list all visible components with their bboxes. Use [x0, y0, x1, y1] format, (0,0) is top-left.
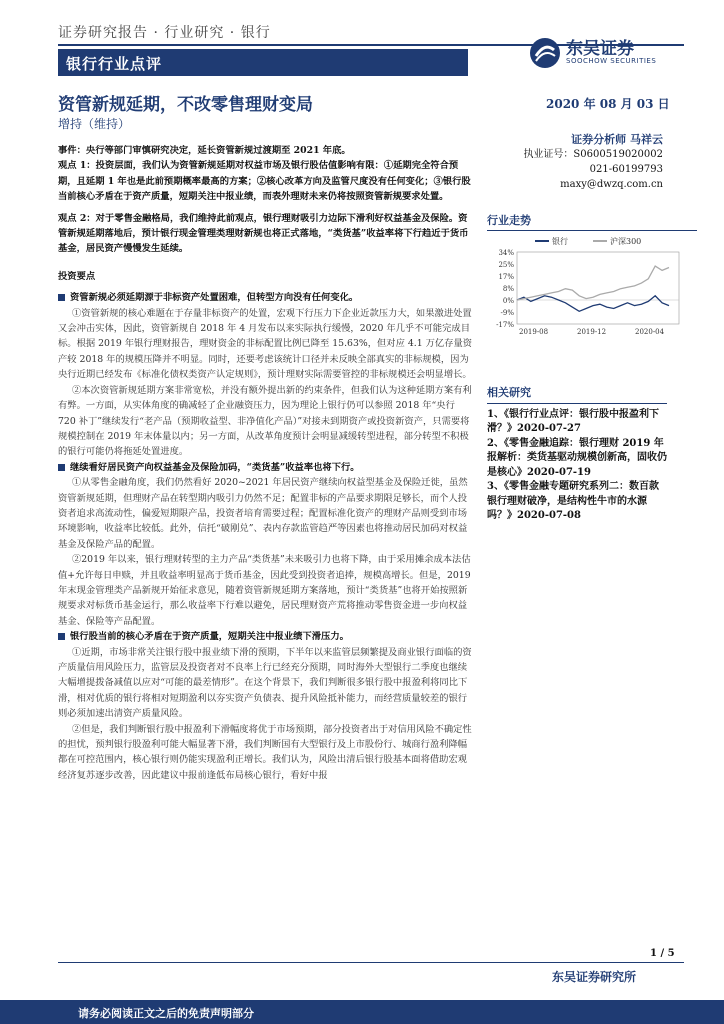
firm-name: 东吴证券研究所: [552, 970, 637, 984]
analyst-name: 证券分析师 马祥云: [571, 133, 663, 146]
paragraph: ②2019 年以来，银行理财转型的主力产品“类货基”未来吸引力也将下降，由于采用摊余成本法估值+允许每日申赎，并且收益率明显高于货币基金，因此受到投资者追捧，规模高增长。但是，2019 年末现金管理类产品新规开始征求意见，随着资管新规延期方案落地，预计“类货基”也将开始按照新规要求对标货币基金运行，那么收益率下行难以避免，居民理财资产荒将推动零售资金进一步向权益基金、保险等产品配置。: [58, 554, 471, 627]
y-tick-label: -17%: [496, 321, 514, 329]
disclaimer-text: 请务必阅读正文之后的免责声明部分: [78, 1007, 254, 1020]
bullet-heading-2-text: 继续看好居民资产向权益基金及保险加码，“类货基”收益率也将下行。: [70, 461, 360, 473]
breadcrumb: 证券研究报告 · 行业研究 · 银行: [58, 25, 271, 41]
bullet-heading-1: [58, 290, 473, 305]
related-item-3[interactable]: 3、《零售金融专题研究系列二：数百款银行理财破净，是结构性牛市的水源吗？》2020-07-08: [487, 481, 659, 521]
event-text: 事件：央行等部门审慎研究决定，延长资管新规过渡期至 2021 年底。: [58, 145, 351, 156]
y-tick-label: 25%: [498, 261, 514, 269]
bullet-heading-3: [58, 629, 473, 644]
paragraph: ②本次资管新规延期方案非常宽松，并没有额外提出新的约束条件，但我们认为这种延期方案有利有弊。一方面，从实体角度的确减轻了企业融资压力，因为理论上银行仍可以参照 2018 年“央行 720 补丁”继续发行“老产品（预期收益型、非净值化产品）”对接未到期资产或投资新资产，只需要将规模控制在 2019 年末体量以内；另一方面，从改革角度预计会明显减缓转型进程，部分转型不积极的银行可能仍将拖延处置进度。: [58, 384, 472, 458]
y-tick-label: -9%: [500, 309, 514, 317]
paragraph: ①从零售金融角度，我们仍然看好 2020~2021 年居民资产继续向权益型基金及保险迁徙，虽然资管新规延期，但理财产品在转型期内吸引力仍然不足；配置非标的产品要求期限足够长，而个人投资者追求高流动性，偏爱短期限产品，投资者培育需要过程；配置标准化资产的理财产品则受到市场环境影响，收益率比较低。此外，信托“破刚兑”、表内存款监管趋严等因素也将推动居民加码对权益基金及保险产品的配置。: [58, 477, 468, 550]
bullet-square-icon: [58, 633, 65, 640]
rating: 增持（维持）: [58, 117, 131, 131]
series-line: [517, 266, 669, 300]
company-logo-text: 东吴证券: [566, 39, 634, 59]
related-research: [487, 386, 667, 524]
analyst-cert: 执业证号：S0600519020002: [523, 149, 663, 160]
bullet-heading-2: [58, 460, 473, 475]
plot-frame: [517, 252, 679, 324]
report-type-banner: 银行行业点评: [58, 49, 468, 76]
related-item-2[interactable]: 2、《零售金融追踪：银行理财 2019 年报解析：类货基驱动规模创新高，固收仍是核心》2020-07-19: [487, 437, 667, 478]
y-tick-label: 0%: [502, 297, 514, 305]
trend-heading: 行业走势: [487, 212, 697, 231]
legend-label: 银行: [552, 237, 568, 246]
paragraph: ①资管新规的核心难题在于存量非标资产的处置，宏观下行压力下企业近款压力大，如果激进处置又会冲击实体，因此，资管新规自 2018 年 4 月发布以来实际执行缓慢，2020 年几乎不可能完成目标。根据 2019 年银行理财报告，理财资金的非标配置比例已降至 15.63%，但对应 4.1 万亿存量资产较 2018 年的规模压降并不明显。同时，还要考虑该统计口径并未反映全部真实的非标规模，因为央行近期已经发布《标准化债权类资产认定规则》，预计理财实际需要管控的非标规模还会明显增长。: [58, 307, 473, 381]
report-title: 资管新规延期，不改零售理财变局: [58, 95, 313, 115]
analyst-phone: 021-60199793: [589, 164, 663, 175]
bullet-heading-1-text: 资管新规必须延期源于非标资产处置困难，但转型方向没有任何变化。: [70, 292, 359, 304]
company-logo-icon: [528, 36, 562, 70]
key-points-heading: 投资要点: [58, 270, 96, 282]
report-date: 2020 年 08 月 03 日: [546, 97, 670, 111]
page-number: 1 / 5: [650, 948, 675, 959]
analyst-info: [487, 132, 697, 192]
bullet-square-icon: [58, 464, 65, 471]
paragraph: ②但是，我们判断银行股中报盈利下滑幅度将优于市场预期，部分投资者出于对信用风险不确定性的担忧，预判银行股盈利可能大幅显著下滑，我们判断国有大型银行及上市股份行、城商行盈利降幅都在可控范围内，核心银行则仍能实现盈利正增长。我们认为，风险出清后银行股基本面将借助宏观经济复苏逐步改善，因此建议中报前逢低布局核心银行，看好中报: [58, 723, 472, 781]
y-tick-label: 34%: [498, 249, 514, 257]
main-content: [58, 143, 473, 783]
paragraph: ①近期，市场非常关注银行股中报业绩下滑的预期，下半年以来监管层频繁提及商业银行面临的资产质量信用风险压力，监管层及投资者对不良率上行已经充分预期，同时海外大型银行二季度也继续大幅增提拨备减值以应对“可能的最差情形”。在这个背景下，我们判断很多银行股中报盈利将同比下滑，相对优质的银行将相对短期盈利以夯实资产负债表、提升风险抵补能力，而经营质量较差的银行则必须加速出清资产质量风险。: [58, 646, 472, 720]
series-line: [517, 296, 669, 312]
view2-text: 观点 2：对于零售金融格局，我们维持此前观点，银行理财吸引力边际下滑利好权益基金及保险。资管新规延期落地后，预计银行现金管理类理财新规也将正式落地，“类货基”收益率将下行趋近于货币基金，居民资产慢慢发生延续。: [58, 212, 469, 255]
x-tick-label: 2019-08: [519, 328, 549, 336]
related-item-1[interactable]: 1、《银行行业点评：银行股中报盈利下滑？》2020-07-27: [487, 408, 659, 434]
y-tick-label: 8%: [502, 285, 514, 293]
view1-text: 观点 1：投资层面，我们认为资管新规延期对权益市场及银行股估值影响有限：①延期完全符合预期，且延期 1 年也是此前预期概率最高的方案；②核心改革方向及监管尺度没有任何变化；③银行股当前核心矛盾在于资产质量，短期关注中报业绩，而表外理财未来仍将按照资管新规要求处置。: [58, 160, 471, 203]
footer-rule: [58, 962, 684, 963]
x-tick-label: 2020-04: [635, 328, 665, 336]
bullet-square-icon: [58, 294, 65, 301]
bullet-heading-3-text: 银行股当前的核心矛盾在于资产质量，短期关注中报业绩下滑压力。: [70, 631, 349, 643]
industry-trend-chart: [487, 232, 687, 342]
y-tick-label: 17%: [498, 273, 514, 281]
disclaimer-bar: [0, 1000, 724, 1024]
company-logo-subtitle: SOOCHOW SECURITIES: [566, 57, 657, 65]
analyst-email[interactable]: maxy@dwzq.com.cn: [560, 179, 663, 190]
related-heading: 相关研究: [487, 386, 667, 404]
legend-label: 沪深300: [610, 237, 642, 246]
x-tick-label: 2019-12: [577, 328, 607, 336]
